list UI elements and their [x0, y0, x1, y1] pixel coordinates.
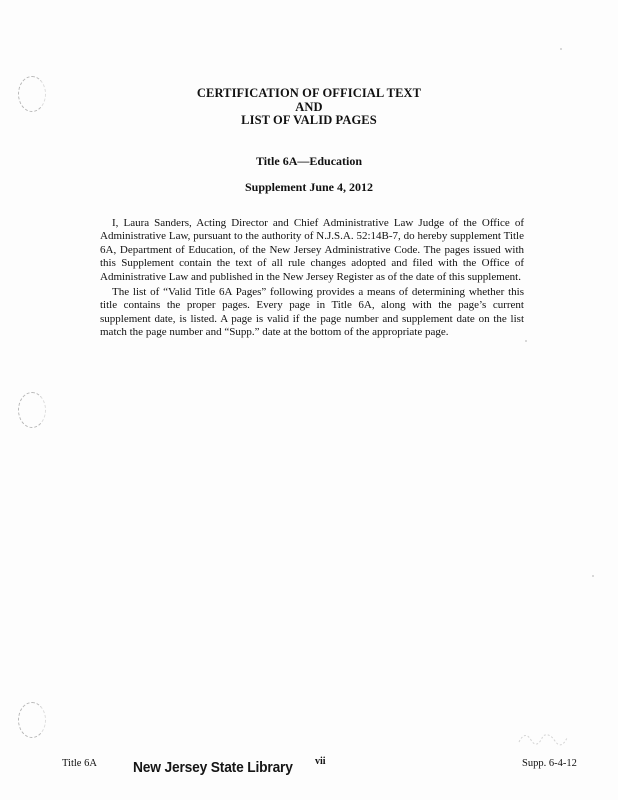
valid-pages-heading: LIST OF VALID PAGES [241, 113, 377, 127]
punch-hole-bottom [18, 702, 46, 738]
supplement-date: Supplement June 4, 2012 [244, 180, 374, 194]
title-name: Title 6A—Education [255, 154, 363, 168]
scan-speck [592, 575, 594, 577]
library-stamp: New Jersey State Library [133, 759, 293, 776]
scan-speck [525, 340, 527, 342]
certification-heading: CERTIFICATION OF OFFICIAL TEXT [196, 86, 422, 100]
certification-heading-and: AND [295, 100, 323, 114]
punch-hole-middle [18, 392, 46, 428]
footer-supplement: Supp. 6-4-12 [522, 758, 577, 769]
faint-stamp-mark [515, 726, 570, 748]
valid-pages-paragraph: The list of “Valid Title 6A Pages” following provides a means of determining whether this title contains the proper pages. Every page in Title 6A, along with the page’s current supplement date, is listed. A page is valid if the page number and supplement date on the list match the page number and “Supp.” date at the bottom of the appropriate page. [100, 286, 524, 339]
footer-title: Title 6A [62, 758, 97, 769]
page-number: vii [315, 756, 326, 767]
scan-speck [560, 48, 562, 50]
certification-paragraph: I, Laura Sanders, Acting Director and Chief Administrative Law Judge of the Office of Administrative Law, pursuant to the authority of N.J.S.A. 52:14B-7, do hereby supplement Title 6A, Department of Education, of the New Jersey Administrative Code. The pages issued with this Supplement contain the text of all rule changes adopted and filed with the Office of Administrative Law and published in the New Jersey Register as of the date of this supplement. [100, 217, 524, 283]
